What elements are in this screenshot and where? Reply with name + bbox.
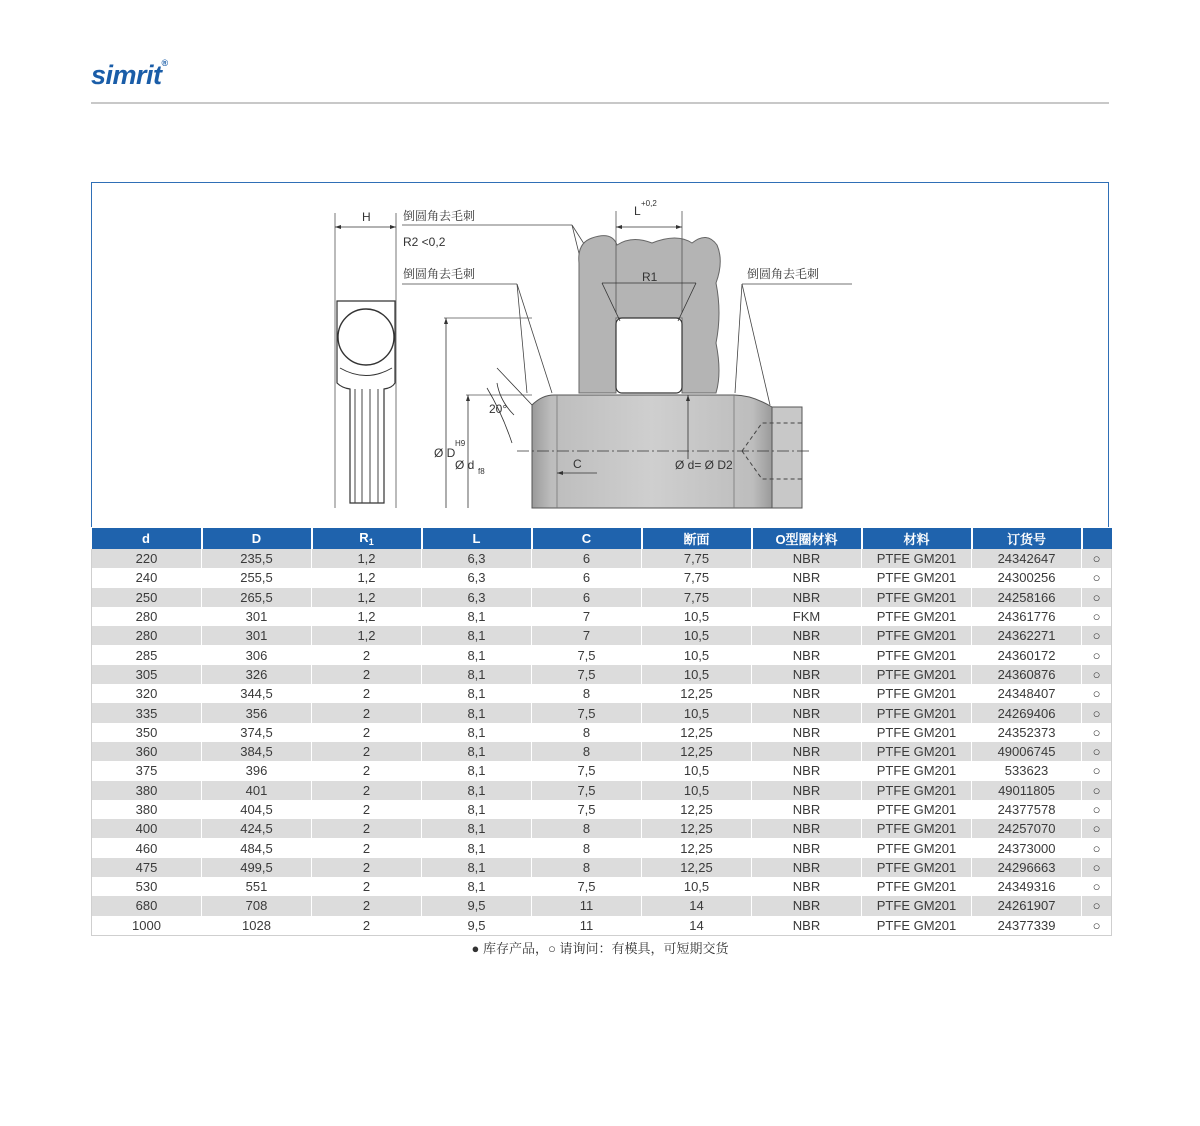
cell-D: 484,5 (202, 838, 312, 857)
cell-R1: 2 (312, 819, 422, 838)
dim-label-C: C (573, 457, 582, 471)
cell-D: 344,5 (202, 684, 312, 703)
cell-oring-material: NBR (752, 723, 862, 742)
cell-availability: ○ (1082, 549, 1112, 568)
cell-d: 335 (92, 703, 202, 722)
table-row (92, 858, 1112, 877)
cell-cross-section: 12,25 (642, 819, 752, 838)
cell-order-number: 24300256 (972, 568, 1082, 587)
cell-order-number: 24360172 (972, 645, 1082, 664)
table-row (92, 896, 1112, 915)
cell-availability: ○ (1082, 761, 1112, 780)
cell-C: 11 (532, 896, 642, 915)
cell-cross-section: 12,25 (642, 723, 752, 742)
cell-availability: ○ (1082, 703, 1112, 722)
cell-material: PTFE GM201 (862, 800, 972, 819)
cell-order-number: 24360876 (972, 665, 1082, 684)
table-row (92, 703, 1112, 722)
cell-order-number: 49011805 (972, 781, 1082, 800)
cell-oring-material: NBR (752, 684, 862, 703)
cell-L: 8,1 (422, 838, 532, 857)
cell-C: 8 (532, 819, 642, 838)
cell-oring-material: NBR (752, 588, 862, 607)
cell-order-number: 24296663 (972, 858, 1082, 877)
cell-R1: 2 (312, 761, 422, 780)
cell-d: 280 (92, 607, 202, 626)
cell-cross-section: 10,5 (642, 703, 752, 722)
cell-d: 530 (92, 877, 202, 896)
cell-order-number: 24342647 (972, 549, 1082, 568)
cell-cross-section: 10,5 (642, 665, 752, 684)
cell-order-number: 24261907 (972, 896, 1082, 915)
table-row (92, 761, 1112, 780)
table-row (92, 607, 1112, 626)
cell-D: 551 (202, 877, 312, 896)
col-header-order-number: 订货号 (972, 528, 1082, 549)
cell-L: 6,3 (422, 549, 532, 568)
cell-oring-material: NBR (752, 800, 862, 819)
cell-material: PTFE GM201 (862, 819, 972, 838)
cell-d: 350 (92, 723, 202, 742)
cell-oring-material: NBR (752, 626, 862, 645)
cell-C: 6 (532, 588, 642, 607)
cell-oring-material: NBR (752, 781, 862, 800)
cell-R1: 2 (312, 703, 422, 722)
cell-order-number: 24377339 (972, 916, 1082, 936)
cell-oring-material: NBR (752, 858, 862, 877)
cell-d: 250 (92, 588, 202, 607)
cell-availability: ○ (1082, 742, 1112, 761)
cell-material: PTFE GM201 (862, 916, 972, 936)
cell-R1: 1,2 (312, 607, 422, 626)
table-row (92, 549, 1112, 568)
cell-R1: 1,2 (312, 549, 422, 568)
cell-cross-section: 14 (642, 896, 752, 915)
cell-cross-section: 12,25 (642, 742, 752, 761)
cell-C: 8 (532, 723, 642, 742)
cell-d: 285 (92, 645, 202, 664)
cell-oring-material: NBR (752, 645, 862, 664)
cell-oring-material: NBR (752, 742, 862, 761)
cell-d: 680 (92, 896, 202, 915)
dim-label-d-tolerance: f8 (478, 467, 485, 476)
cell-R1: 2 (312, 665, 422, 684)
cell-order-number: 24361776 (972, 607, 1082, 626)
cell-availability: ○ (1082, 665, 1112, 684)
cell-oring-material: NBR (752, 761, 862, 780)
cell-C: 8 (532, 742, 642, 761)
cell-order-number: 24269406 (972, 703, 1082, 722)
dim-label-d: Ø d (455, 458, 475, 472)
cell-d: 460 (92, 838, 202, 857)
cell-C: 11 (532, 916, 642, 936)
cell-material: PTFE GM201 (862, 781, 972, 800)
cell-L: 8,1 (422, 800, 532, 819)
cell-D: 301 (202, 626, 312, 645)
cell-cross-section: 10,5 (642, 645, 752, 664)
cell-availability: ○ (1082, 877, 1112, 896)
dim-label-H: H (362, 210, 371, 224)
cell-cross-section: 12,25 (642, 838, 752, 857)
cell-material: PTFE GM201 (862, 877, 972, 896)
col-header-material: 材料 (862, 528, 972, 549)
cell-availability: ○ (1082, 626, 1112, 645)
table-row (92, 684, 1112, 703)
table-row (92, 588, 1112, 607)
cell-oring-material: NBR (752, 549, 862, 568)
cell-d: 305 (92, 665, 202, 684)
cell-d: 220 (92, 549, 202, 568)
dim-label-L: L (634, 204, 641, 218)
cell-availability: ○ (1082, 896, 1112, 915)
cell-material: PTFE GM201 (862, 588, 972, 607)
cell-material: PTFE GM201 (862, 858, 972, 877)
col-header-C: C (532, 528, 642, 549)
cell-cross-section: 12,25 (642, 800, 752, 819)
cell-material: PTFE GM201 (862, 645, 972, 664)
cell-d: 375 (92, 761, 202, 780)
cell-cross-section: 7,75 (642, 588, 752, 607)
cell-availability: ○ (1082, 684, 1112, 703)
cell-oring-material: NBR (752, 916, 862, 936)
cell-C: 6 (532, 549, 642, 568)
cell-D: 396 (202, 761, 312, 780)
cell-oring-material: NBR (752, 877, 862, 896)
cell-R1: 2 (312, 858, 422, 877)
cell-material: PTFE GM201 (862, 626, 972, 645)
cell-order-number: 24348407 (972, 684, 1082, 703)
cell-availability: ○ (1082, 858, 1112, 877)
seal-cross-section-drawing (92, 183, 1110, 528)
cell-order-number: 24257070 (972, 819, 1082, 838)
cell-R1: 2 (312, 916, 422, 936)
cell-oring-material: NBR (752, 703, 862, 722)
table-row (92, 626, 1112, 645)
cell-availability: ○ (1082, 588, 1112, 607)
cell-D: 384,5 (202, 742, 312, 761)
cell-L: 8,1 (422, 626, 532, 645)
cell-C: 8 (532, 838, 642, 857)
cell-oring-material: NBR (752, 838, 862, 857)
cell-C: 7,5 (532, 800, 642, 819)
cell-L: 8,1 (422, 607, 532, 626)
cell-L: 8,1 (422, 723, 532, 742)
cell-material: PTFE GM201 (862, 607, 972, 626)
cell-d: 400 (92, 819, 202, 838)
table-row (92, 723, 1112, 742)
cell-order-number: 24352373 (972, 723, 1082, 742)
cell-D: 1028 (202, 916, 312, 936)
cell-d: 380 (92, 800, 202, 819)
cell-C: 7,5 (532, 761, 642, 780)
cell-availability: ○ (1082, 568, 1112, 587)
cell-availability: ○ (1082, 916, 1112, 936)
header-divider (91, 102, 1109, 104)
cell-L: 8,1 (422, 858, 532, 877)
cell-order-number: 533623 (972, 761, 1082, 780)
cell-cross-section: 10,5 (642, 877, 752, 896)
cell-L: 9,5 (422, 916, 532, 936)
table-row (92, 645, 1112, 664)
cell-material: PTFE GM201 (862, 568, 972, 587)
cell-availability: ○ (1082, 723, 1112, 742)
cell-d: 240 (92, 568, 202, 587)
table-row (92, 838, 1112, 857)
dim-label-R1: R1 (642, 270, 658, 284)
cell-oring-material: NBR (752, 819, 862, 838)
table-row (92, 568, 1112, 587)
cell-C: 7,5 (532, 781, 642, 800)
col-header-d: d (92, 528, 202, 549)
table-row (92, 819, 1112, 838)
cell-cross-section: 7,75 (642, 568, 752, 587)
cell-cross-section: 10,5 (642, 761, 752, 780)
cell-d: 475 (92, 858, 202, 877)
cell-material: PTFE GM201 (862, 723, 972, 742)
dim-label-angle: 20° (489, 402, 508, 416)
table-row (92, 916, 1112, 936)
cell-material: PTFE GM201 (862, 742, 972, 761)
cell-cross-section: 10,5 (642, 781, 752, 800)
col-header-L: L (422, 528, 532, 549)
dim-label-d-D2: Ø d= Ø D2 (675, 458, 733, 472)
table-row (92, 781, 1112, 800)
table-row (92, 800, 1112, 819)
cell-C: 7,5 (532, 665, 642, 684)
cell-L: 8,1 (422, 684, 532, 703)
cell-D: 708 (202, 896, 312, 915)
col-header-availability (1082, 528, 1112, 549)
cell-D: 255,5 (202, 568, 312, 587)
cell-cross-section: 7,75 (642, 549, 752, 568)
cell-material: PTFE GM201 (862, 665, 972, 684)
cell-oring-material: NBR (752, 665, 862, 684)
cell-D: 356 (202, 703, 312, 722)
cell-C: 7 (532, 626, 642, 645)
cell-C: 7 (532, 607, 642, 626)
cell-material: PTFE GM201 (862, 549, 972, 568)
cell-C: 8 (532, 858, 642, 877)
cell-d: 360 (92, 742, 202, 761)
cell-cross-section: 14 (642, 916, 752, 936)
col-header-R1: $R_1$ (312, 528, 422, 549)
cell-R1: 1,2 (312, 568, 422, 587)
cell-L: 8,1 (422, 819, 532, 838)
label-chamfer-top: 倒圆角去毛刺 (403, 209, 476, 223)
dim-label-D-tolerance: H9 (455, 439, 466, 448)
product-spec-table (91, 528, 1112, 936)
cell-L: 8,1 (422, 665, 532, 684)
cell-cross-section: 10,5 (642, 626, 752, 645)
cell-cross-section: 10,5 (642, 607, 752, 626)
cell-order-number: 24377578 (972, 800, 1082, 819)
cell-C: 7,5 (532, 645, 642, 664)
cell-C: 6 (532, 568, 642, 587)
cell-L: 6,3 (422, 568, 532, 587)
cell-D: 424,5 (202, 819, 312, 838)
cell-order-number: 24258166 (972, 588, 1082, 607)
cell-C: 7,5 (532, 703, 642, 722)
cell-R1: 2 (312, 800, 422, 819)
dim-label-L-tolerance: +0,2 (641, 199, 657, 208)
cell-C: 8 (532, 684, 642, 703)
cell-R1: 2 (312, 838, 422, 857)
cell-availability: ○ (1082, 607, 1112, 626)
cell-D: 374,5 (202, 723, 312, 742)
label-r2: R2 <0,2 (403, 235, 446, 249)
cell-L: 8,1 (422, 703, 532, 722)
col-header-D: D (202, 528, 312, 549)
cell-d: 1000 (92, 916, 202, 936)
cell-D: 301 (202, 607, 312, 626)
cell-oring-material: NBR (752, 896, 862, 915)
table-row (92, 665, 1112, 684)
cell-cross-section: 12,25 (642, 684, 752, 703)
cell-D: 404,5 (202, 800, 312, 819)
cell-material: PTFE GM201 (862, 684, 972, 703)
cell-D: 326 (202, 665, 312, 684)
cell-L: 8,1 (422, 761, 532, 780)
cell-material: PTFE GM201 (862, 896, 972, 915)
cell-d: 280 (92, 626, 202, 645)
cell-oring-material: NBR (752, 568, 862, 587)
cell-availability: ○ (1082, 819, 1112, 838)
cell-R1: 2 (312, 896, 422, 915)
cell-R1: 2 (312, 723, 422, 742)
cell-L: 8,1 (422, 645, 532, 664)
cell-d: 320 (92, 684, 202, 703)
cell-L: 8,1 (422, 877, 532, 896)
cell-material: PTFE GM201 (862, 761, 972, 780)
col-header-cross-section: 断面 (642, 528, 752, 549)
availability-legend: ● 库存产品，○ 请询问：有模具，可短期交货 (471, 941, 729, 956)
col-header-oring-material: O型圈材料 (752, 528, 862, 549)
cell-availability: ○ (1082, 838, 1112, 857)
table-row (92, 742, 1112, 761)
cell-L: 8,1 (422, 781, 532, 800)
cell-D: 265,5 (202, 588, 312, 607)
cell-D: 401 (202, 781, 312, 800)
technical-drawing-panel (91, 182, 1109, 527)
cell-R1: 1,2 (312, 626, 422, 645)
cell-order-number: 24373000 (972, 838, 1082, 857)
cell-D: 306 (202, 645, 312, 664)
cell-order-number: 24349316 (972, 877, 1082, 896)
cell-material: PTFE GM201 (862, 703, 972, 722)
table-row (92, 877, 1112, 896)
cell-L: 9,5 (422, 896, 532, 915)
cell-R1: 2 (312, 684, 422, 703)
cell-D: 235,5 (202, 549, 312, 568)
cell-R1: 2 (312, 645, 422, 664)
label-chamfer-right: 倒圆角去毛刺 (747, 267, 820, 281)
simrit-logo: simrit® (91, 58, 168, 90)
cell-R1: 2 (312, 742, 422, 761)
cell-order-number: 49006745 (972, 742, 1082, 761)
cell-cross-section: 12,25 (642, 858, 752, 877)
cell-d: 380 (92, 781, 202, 800)
cell-R1: 2 (312, 877, 422, 896)
cell-availability: ○ (1082, 645, 1112, 664)
dim-label-D: Ø D (434, 446, 456, 460)
cell-order-number: 24362271 (972, 626, 1082, 645)
label-chamfer-left: 倒圆角去毛刺 (403, 267, 476, 281)
cell-availability: ○ (1082, 781, 1112, 800)
cell-D: 499,5 (202, 858, 312, 877)
cell-R1: 2 (312, 781, 422, 800)
cell-C: 7,5 (532, 877, 642, 896)
cell-availability: ○ (1082, 800, 1112, 819)
cell-L: 6,3 (422, 588, 532, 607)
cell-R1: 1,2 (312, 588, 422, 607)
cell-oring-material: FKM (752, 607, 862, 626)
cell-material: PTFE GM201 (862, 838, 972, 857)
cell-L: 8,1 (422, 742, 532, 761)
table-header-row (92, 528, 1112, 549)
